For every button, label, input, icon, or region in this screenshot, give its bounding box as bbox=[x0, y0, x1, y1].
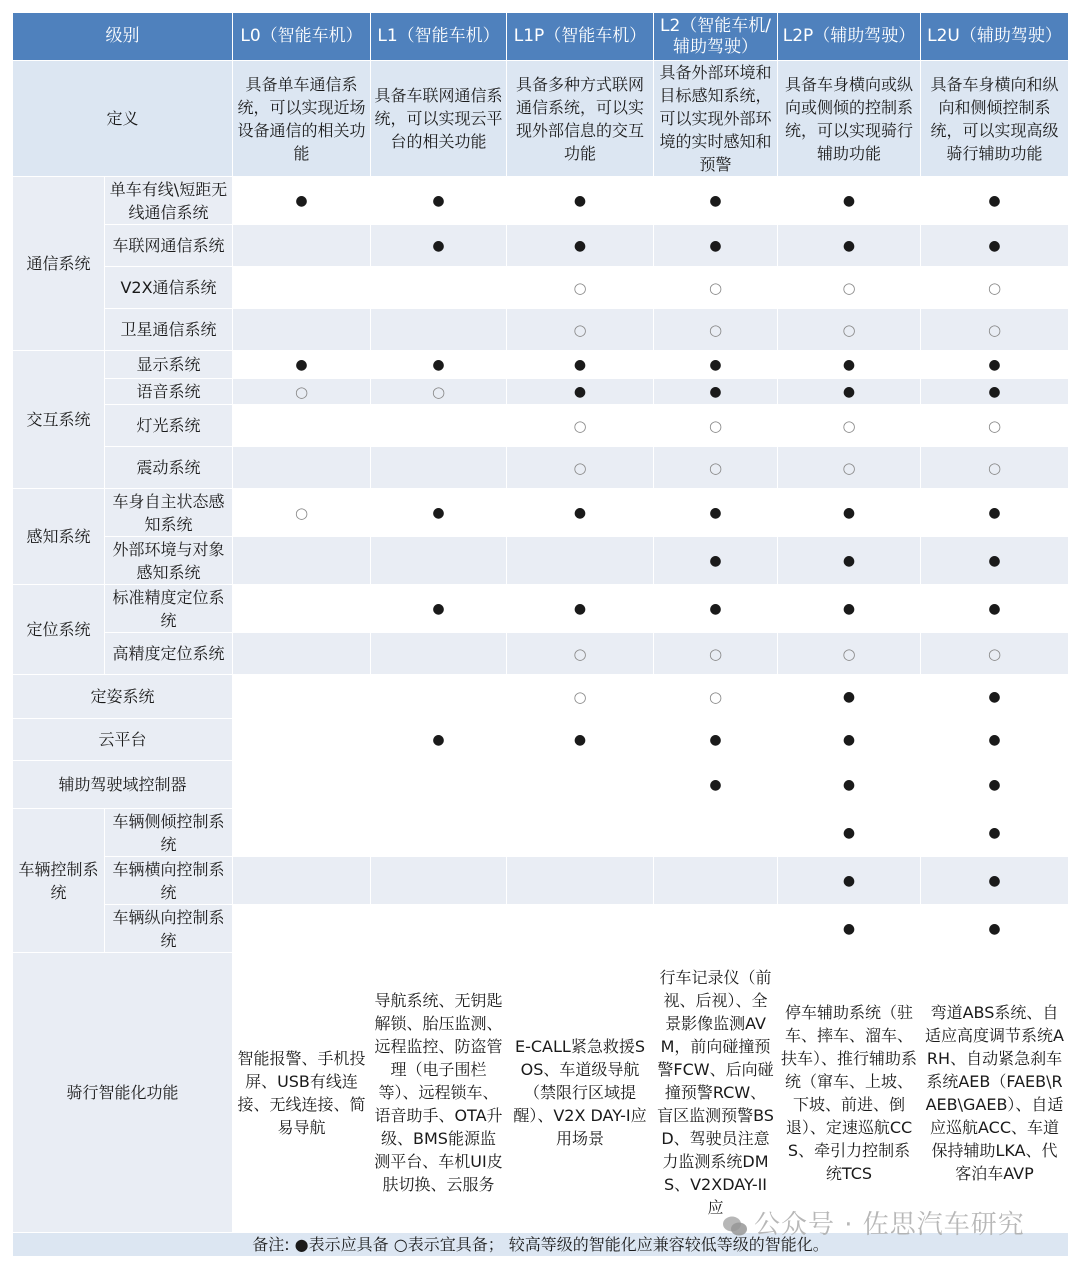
level-cell bbox=[778, 405, 921, 447]
category-label: 云平台 bbox=[13, 719, 233, 761]
level-cell bbox=[371, 177, 507, 225]
required-mark: ● bbox=[709, 553, 722, 569]
level-cell bbox=[654, 351, 778, 379]
recommended-mark: ○ bbox=[573, 416, 587, 435]
level-cell bbox=[778, 489, 921, 537]
table-row bbox=[13, 447, 1069, 489]
level-cell bbox=[371, 905, 507, 953]
recommended-mark: ○ bbox=[294, 382, 309, 401]
level-cell bbox=[921, 405, 1069, 447]
level-cell bbox=[233, 351, 371, 379]
functions-row bbox=[13, 953, 1069, 1233]
level-cell bbox=[778, 719, 921, 761]
header-l2: L2（智能车机/辅助驾驶） bbox=[654, 13, 778, 61]
level-cell bbox=[507, 719, 654, 761]
level-cell bbox=[233, 761, 371, 809]
header-l1p: L1P（智能车机） bbox=[507, 13, 654, 61]
required-mark: ● bbox=[709, 777, 722, 793]
level-cell bbox=[233, 177, 371, 225]
required-mark: ● bbox=[573, 357, 587, 373]
functions-cell: 导航系统、无钥匙解锁、胎压监测、远程监控、防盗管理（电子围栏等）、远程锁车、语音助手、OTA升级、BMS能源监测平台、车机UI皮肤切换、云服务 bbox=[371, 953, 507, 1233]
functions-label: 骑行智能化功能 bbox=[13, 953, 233, 1233]
required-mark: ● bbox=[988, 505, 1001, 521]
category-label: 车辆控制系统 bbox=[13, 809, 105, 953]
required-mark: ● bbox=[709, 601, 722, 617]
table-row bbox=[13, 405, 1069, 447]
recommended-mark: ○ bbox=[987, 644, 1002, 663]
level-cell bbox=[233, 489, 371, 537]
level-cell bbox=[654, 177, 778, 225]
required-mark: ● bbox=[842, 505, 856, 521]
subsystem-label: 外部环境与对象感知系统 bbox=[105, 537, 233, 585]
required-mark: ● bbox=[842, 553, 856, 569]
level-cell bbox=[921, 267, 1069, 309]
subsystem-label: 灯光系统 bbox=[105, 405, 233, 447]
required-mark: ● bbox=[988, 689, 1001, 705]
required-mark: ● bbox=[988, 601, 1001, 617]
required-mark: ● bbox=[573, 384, 587, 400]
recommended-mark: ○ bbox=[842, 458, 856, 477]
watermark bbox=[722, 1204, 1025, 1241]
level-cell bbox=[921, 489, 1069, 537]
table-row bbox=[13, 675, 1069, 719]
level-cell bbox=[778, 809, 921, 857]
recommended-mark: ○ bbox=[708, 416, 723, 435]
required-mark: ● bbox=[988, 193, 1001, 209]
level-cell bbox=[921, 857, 1069, 905]
table-row bbox=[13, 857, 1069, 905]
required-mark: ● bbox=[988, 873, 1001, 889]
recommended-mark: ○ bbox=[573, 687, 587, 706]
level-cell bbox=[654, 267, 778, 309]
level-cell bbox=[233, 905, 371, 953]
required-mark: ● bbox=[842, 384, 856, 400]
required-mark: ● bbox=[573, 193, 587, 209]
table-row bbox=[13, 633, 1069, 675]
level-cell bbox=[654, 537, 778, 585]
level-cell bbox=[507, 761, 654, 809]
required-mark: ● bbox=[988, 384, 1001, 400]
level-cell bbox=[233, 633, 371, 675]
required-mark: ● bbox=[842, 357, 856, 373]
level-cell bbox=[233, 809, 371, 857]
required-mark: ● bbox=[432, 357, 445, 373]
category-label: 定姿系统 bbox=[13, 675, 233, 719]
level-cell bbox=[921, 309, 1069, 351]
level-cell bbox=[233, 719, 371, 761]
required-mark: ● bbox=[573, 505, 587, 521]
required-mark: ● bbox=[842, 689, 856, 705]
required-mark: ● bbox=[432, 732, 445, 748]
required-mark: ● bbox=[988, 238, 1001, 254]
level-cell bbox=[507, 585, 654, 633]
category-label: 通信系统 bbox=[13, 177, 105, 351]
recommended-mark: ○ bbox=[573, 320, 587, 339]
definition-cell: 具备单车通信系统，可以实现近场设备通信的相关功能 bbox=[233, 61, 371, 177]
recommended-mark: ○ bbox=[842, 416, 856, 435]
table-row bbox=[13, 177, 1069, 225]
recommended-mark: ○ bbox=[987, 278, 1002, 297]
level-cell bbox=[371, 351, 507, 379]
table-row bbox=[13, 761, 1069, 809]
required-mark: ● bbox=[573, 601, 587, 617]
level-cell bbox=[371, 675, 507, 719]
functions-cell: 智能报警、手机投屏、USB有线连接、无线连接、简易导航 bbox=[233, 953, 371, 1233]
functions-cell: 行车记录仪（前视、后视）、全景影像监测AVM，前向碰撞预警FCW、后向碰撞预警RCW、盲区监测预警BSD、驾驶员注意力监测系统DMS、V2XDAY-II应 bbox=[654, 953, 778, 1233]
required-mark: ● bbox=[988, 732, 1001, 748]
definition-row bbox=[13, 61, 1069, 177]
recommended-mark: ○ bbox=[987, 458, 1002, 477]
level-cell bbox=[233, 225, 371, 267]
required-mark: ● bbox=[432, 601, 445, 617]
level-cell bbox=[921, 447, 1069, 489]
subsystem-label: 卫星通信系统 bbox=[105, 309, 233, 351]
subsystem-label: 车辆纵向控制系统 bbox=[105, 905, 233, 953]
level-cell bbox=[233, 267, 371, 309]
definition-cell: 具备多种方式联网通信系统，可以实现外部信息的交互功能 bbox=[507, 61, 654, 177]
level-cell bbox=[371, 379, 507, 405]
recommended-mark: ○ bbox=[708, 644, 723, 663]
level-cell bbox=[921, 761, 1069, 809]
level-cell bbox=[921, 905, 1069, 953]
level-cell bbox=[507, 809, 654, 857]
required-mark: ● bbox=[842, 777, 856, 793]
level-cell bbox=[778, 675, 921, 719]
level-cell bbox=[921, 633, 1069, 675]
level-cell bbox=[778, 633, 921, 675]
level-cell bbox=[507, 537, 654, 585]
level-cell bbox=[778, 905, 921, 953]
required-mark: ● bbox=[842, 732, 856, 748]
subsystem-label: V2X通信系统 bbox=[105, 267, 233, 309]
header-l2u: L2U（辅助驾驶） bbox=[921, 13, 1069, 61]
level-cell bbox=[921, 585, 1069, 633]
subsystem-label: 显示系统 bbox=[105, 351, 233, 379]
level-cell bbox=[371, 719, 507, 761]
level-cell bbox=[507, 447, 654, 489]
level-cell bbox=[921, 719, 1069, 761]
level-cell bbox=[921, 177, 1069, 225]
subsystem-label: 车辆侧倾控制系统 bbox=[105, 809, 233, 857]
level-cell bbox=[233, 585, 371, 633]
required-mark: ● bbox=[842, 238, 856, 254]
required-mark: ● bbox=[988, 553, 1001, 569]
header-level: 级别 bbox=[13, 13, 233, 61]
recommended-mark: ○ bbox=[842, 278, 856, 297]
category-label: 定位系统 bbox=[13, 585, 105, 675]
level-cell bbox=[507, 405, 654, 447]
header-l2p: L2P（辅助驾驶） bbox=[778, 13, 921, 61]
level-cell bbox=[921, 537, 1069, 585]
subsystem-label: 震动系统 bbox=[105, 447, 233, 489]
table-row bbox=[13, 585, 1069, 633]
level-cell bbox=[654, 225, 778, 267]
level-cell bbox=[778, 177, 921, 225]
level-cell bbox=[778, 225, 921, 267]
required-mark: ● bbox=[432, 238, 445, 254]
definition-cell: 具备外部环境和目标感知系统，可以实现外部环境的实时感知和预警 bbox=[654, 61, 778, 177]
level-cell bbox=[371, 489, 507, 537]
category-label: 交互系统 bbox=[13, 351, 105, 489]
table-row bbox=[13, 225, 1069, 267]
level-cell bbox=[778, 447, 921, 489]
table-row bbox=[13, 719, 1069, 761]
required-mark: ● bbox=[988, 777, 1001, 793]
required-mark: ● bbox=[842, 873, 856, 889]
level-cell bbox=[371, 447, 507, 489]
required-mark: ● bbox=[709, 384, 722, 400]
level-cell bbox=[921, 351, 1069, 379]
level-cell bbox=[778, 309, 921, 351]
level-cell bbox=[654, 585, 778, 633]
level-cell bbox=[507, 309, 654, 351]
required-mark: ● bbox=[709, 357, 722, 373]
required-mark: ● bbox=[709, 238, 722, 254]
subsystem-label: 标准精度定位系统 bbox=[105, 585, 233, 633]
level-cell bbox=[507, 489, 654, 537]
level-cell bbox=[233, 379, 371, 405]
recommended-mark: ○ bbox=[294, 503, 309, 522]
recommended-mark: ○ bbox=[708, 687, 723, 706]
table-row bbox=[13, 809, 1069, 857]
level-cell bbox=[233, 675, 371, 719]
definition-cell: 具备车联网通信系统，可以实现云平台的相关功能 bbox=[371, 61, 507, 177]
level-cell bbox=[654, 309, 778, 351]
table-row bbox=[13, 379, 1069, 405]
required-mark: ● bbox=[709, 193, 722, 209]
level-cell bbox=[921, 809, 1069, 857]
recommended-mark: ○ bbox=[987, 320, 1002, 339]
level-cell bbox=[371, 537, 507, 585]
recommended-mark: ○ bbox=[573, 644, 587, 663]
level-cell bbox=[921, 225, 1069, 267]
table-row bbox=[13, 267, 1069, 309]
required-mark: ● bbox=[988, 825, 1001, 841]
level-cell bbox=[371, 809, 507, 857]
recommended-mark: ○ bbox=[708, 320, 723, 339]
table-row bbox=[13, 489, 1069, 537]
functions-cell: 停车辅助系统（驻车、摔车、溜车、扶车）、推行辅助系统（窜车、上坡、下坡、前进、倒退）、定速巡航CCS、牵引力控制系统TCS bbox=[778, 953, 921, 1233]
table-row bbox=[13, 309, 1069, 351]
legend-note: 备注: ●表示应具备 ○表示宜具备； 较高等级的智能化应兼容较低等级的智能化。 bbox=[13, 1233, 1069, 1257]
level-cell bbox=[654, 489, 778, 537]
wechat-icon bbox=[722, 1215, 748, 1237]
level-cell bbox=[507, 267, 654, 309]
table-row bbox=[13, 537, 1069, 585]
level-cell bbox=[654, 905, 778, 953]
required-mark: ● bbox=[295, 357, 308, 373]
level-cell bbox=[371, 633, 507, 675]
recommended-mark: ○ bbox=[842, 320, 856, 339]
level-cell bbox=[654, 719, 778, 761]
level-cell bbox=[371, 857, 507, 905]
level-cell bbox=[778, 857, 921, 905]
level-cell bbox=[654, 633, 778, 675]
category-label: 辅助驾驶域控制器 bbox=[13, 761, 233, 809]
capability-table bbox=[12, 12, 1069, 1257]
level-cell bbox=[654, 675, 778, 719]
required-mark: ● bbox=[432, 505, 445, 521]
level-cell bbox=[921, 379, 1069, 405]
required-mark: ● bbox=[842, 601, 856, 617]
level-cell bbox=[233, 447, 371, 489]
level-cell bbox=[371, 761, 507, 809]
level-cell bbox=[371, 309, 507, 351]
required-mark: ● bbox=[709, 732, 722, 748]
level-cell bbox=[778, 761, 921, 809]
level-cell bbox=[778, 585, 921, 633]
level-cell bbox=[654, 857, 778, 905]
level-cell bbox=[654, 405, 778, 447]
required-mark: ● bbox=[573, 732, 587, 748]
recommended-mark: ○ bbox=[573, 458, 587, 477]
recommended-mark: ○ bbox=[573, 278, 587, 297]
header-row bbox=[13, 13, 1069, 61]
required-mark: ● bbox=[709, 505, 722, 521]
subsystem-label: 高精度定位系统 bbox=[105, 633, 233, 675]
level-cell bbox=[654, 809, 778, 857]
level-cell bbox=[371, 405, 507, 447]
level-cell bbox=[507, 675, 654, 719]
level-cell bbox=[507, 351, 654, 379]
level-cell bbox=[371, 585, 507, 633]
level-cell bbox=[654, 761, 778, 809]
recommended-mark: ○ bbox=[708, 458, 723, 477]
functions-cell: 弯道ABS系统、自适应高度调节系统ARH、自动紧急刹车系统AEB（FAEB\RAEB\GAEB）、自适应巡航ACC、车道保持辅助LKA、代客泊车AVP bbox=[921, 953, 1069, 1233]
level-cell bbox=[778, 267, 921, 309]
required-mark: ● bbox=[573, 238, 587, 254]
level-cell bbox=[654, 447, 778, 489]
level-cell bbox=[507, 225, 654, 267]
level-cell bbox=[778, 379, 921, 405]
required-mark: ● bbox=[842, 193, 856, 209]
level-cell bbox=[507, 857, 654, 905]
required-mark: ● bbox=[295, 193, 308, 209]
level-cell bbox=[371, 225, 507, 267]
recommended-mark: ○ bbox=[708, 278, 723, 297]
watermark-text: 公众号 · 佐思汽车研究 bbox=[754, 1210, 1025, 1240]
subsystem-label: 车身自主状态感知系统 bbox=[105, 489, 233, 537]
level-cell bbox=[921, 675, 1069, 719]
subsystem-label: 车联网通信系统 bbox=[105, 225, 233, 267]
definition-label: 定义 bbox=[13, 61, 233, 177]
functions-cell: E-CALL紧急救援SOS、车道级导航（禁限行区域提醒）、V2X DAY-I应用场景 bbox=[507, 953, 654, 1233]
level-cell bbox=[654, 379, 778, 405]
level-cell bbox=[778, 351, 921, 379]
definition-cell: 具备车身横向和纵向和侧倾控制系统，可以实现高级骑行辅助功能 bbox=[921, 61, 1069, 177]
level-cell bbox=[233, 537, 371, 585]
level-cell bbox=[233, 309, 371, 351]
category-label: 感知系统 bbox=[13, 489, 105, 585]
level-cell bbox=[233, 857, 371, 905]
level-cell bbox=[507, 379, 654, 405]
level-cell bbox=[778, 537, 921, 585]
header-l0: L0（智能车机） bbox=[233, 13, 371, 61]
level-cell bbox=[233, 405, 371, 447]
table-row bbox=[13, 351, 1069, 379]
table-row bbox=[13, 905, 1069, 953]
subsystem-label: 单车有线\短距无线通信系统 bbox=[105, 177, 233, 225]
recommended-mark: ○ bbox=[987, 416, 1002, 435]
level-cell bbox=[507, 633, 654, 675]
recommended-mark: ○ bbox=[431, 382, 446, 401]
subsystem-label: 语音系统 bbox=[105, 379, 233, 405]
required-mark: ● bbox=[842, 921, 856, 937]
level-cell bbox=[371, 267, 507, 309]
definition-cell: 具备车身横向或纵向或侧倾的控制系统，可以实现骑行辅助功能 bbox=[778, 61, 921, 177]
required-mark: ● bbox=[988, 357, 1001, 373]
subsystem-label: 车辆横向控制系统 bbox=[105, 857, 233, 905]
required-mark: ● bbox=[988, 921, 1001, 937]
required-mark: ● bbox=[432, 193, 445, 209]
level-cell bbox=[507, 177, 654, 225]
recommended-mark: ○ bbox=[842, 644, 856, 663]
header-l1: L1（智能车机） bbox=[371, 13, 507, 61]
required-mark: ● bbox=[842, 825, 856, 841]
level-cell bbox=[507, 905, 654, 953]
